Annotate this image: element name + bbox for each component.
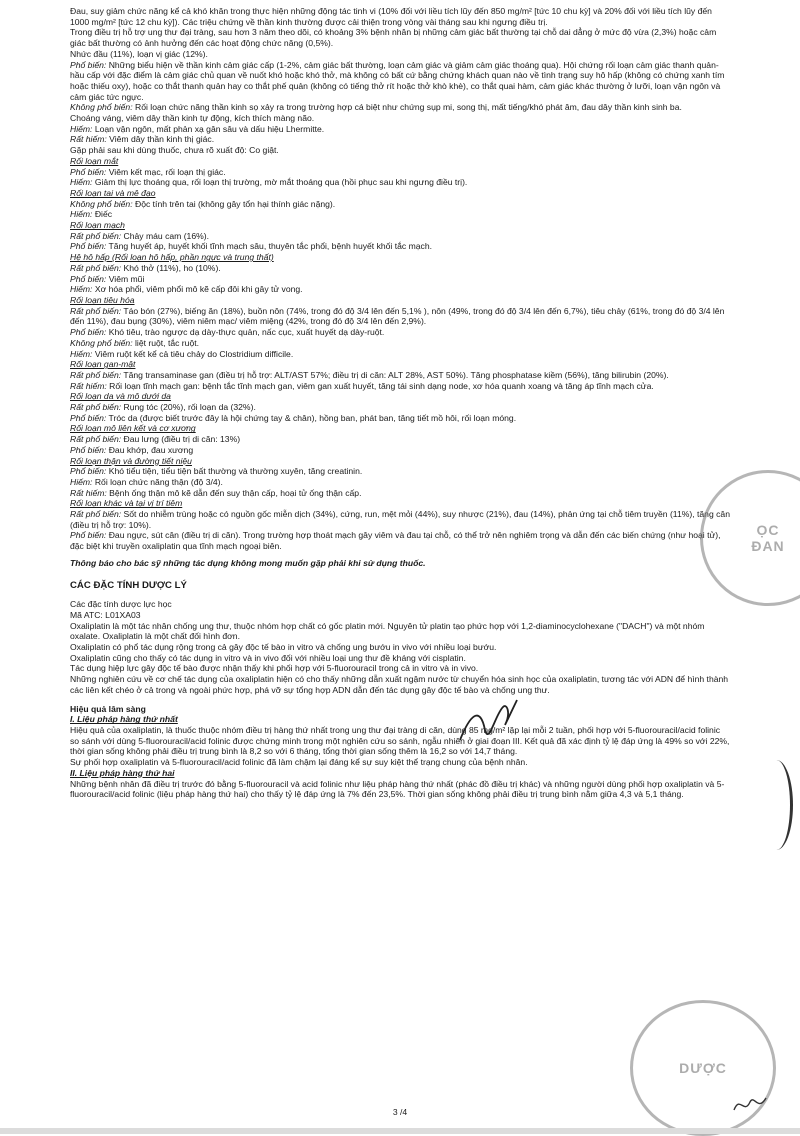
frequency-entry: [70, 530, 730, 551]
frequency-label: Phổ biến:: [70, 466, 107, 477]
section-subheading: Rối loạn gan-mật: [70, 359, 136, 370]
section-subheading: Hệ hô hấp (Rối loạn hô hấp, phần ngực và trung thất): [70, 252, 274, 263]
paragraph: [70, 757, 730, 768]
frequency-label: Rất phổ biến:: [70, 509, 122, 520]
entry-text: Viêm ruột kết kể cả tiêu chảy do Clostridium difficile.: [92, 348, 294, 359]
section-subheading: Rối loạn tai và mê đạo: [70, 187, 156, 198]
frequency-entry: [70, 477, 730, 488]
subsection-title: Các đặc tính dược lực học: [70, 599, 172, 610]
paragraph: [70, 663, 730, 674]
therapy-line-heading: I. Liệu pháp hàng thứ nhất: [70, 714, 178, 725]
frequency-entry: [70, 306, 730, 327]
entry-text: Sự phối hợp oxaliplatin và 5-fluorouracil/acid folinic đã làm chậm lại đáng kể sự suy kiệt thể trạng chung của bệnh nhân.: [70, 757, 528, 768]
frequency-label: Rất hiếm:: [70, 380, 107, 391]
frequency-entry: [70, 231, 730, 242]
frequency-entry: [70, 102, 730, 113]
section-subheading: Rối loạn tiêu hóa: [70, 294, 135, 305]
paragraph: [70, 49, 730, 60]
frequency-label: Phổ biến:: [70, 444, 107, 455]
entry-text: Trong điều trị hỗ trợ ung thư đại tràng, sau hơn 3 năm theo dõi, có khoảng 3% bệnh nhân bị những cảm giác bất thường tại chỗ dai dẳng ở mức độ vừa (2,3%) hoặc cảm giác bất thường có ảnh hưởng đến các hoạt động chức năng (0,5%).: [70, 27, 717, 49]
frequency-label: Rất phổ biến:: [70, 402, 122, 413]
section-subheading: Rối loạn mắt: [70, 155, 119, 166]
signature-mark: [455, 695, 525, 755]
paragraph: [70, 725, 730, 757]
entry-text: Khó thở (11%), ho (10%).: [121, 262, 221, 273]
frequency-entry: [70, 466, 730, 477]
frequency-entry: [70, 284, 730, 295]
entry-text: Oxaliplatin có phổ tác dụng rộng trong cả gây độc tế bào in vitro và chống ung bướu in vivo với nhiều loại bướu.: [70, 642, 497, 653]
frequency-entry: [70, 488, 730, 499]
frequency-entry: [70, 509, 730, 530]
entry-text: Tróc da (được biết trước đây là hội chứng tay & chân), hồng ban, phát ban, tăng tiết mồ hôi, rối loạn móng.: [106, 412, 517, 423]
entry-text: Tăng transaminase gan (điều trị hỗ trợ: ALT/AST 57%; điều trị di căn: ALT 28%, AST 50%). Tăng phosphatase kiềm (56%), tăng bilirubin (20%).: [121, 369, 669, 380]
entry-text: liệt ruột, tắc ruột.: [132, 337, 200, 348]
frequency-entry: [70, 413, 730, 424]
frequency-label: Rất phổ biến:: [70, 305, 122, 316]
frequency-entry: [70, 209, 730, 220]
frequency-label: Hiếm:: [70, 209, 93, 220]
frequency-label: Phổ biến:: [70, 273, 107, 284]
entry-text: Rối loạn chức năng thần kinh sọ xảy ra trong trường hợp cá biệt như chứng sụp mi, song thị, mất tiếng/khó phát âm, đau dây thần kinh sinh ba.: [132, 102, 682, 113]
frequency-label: Rất phổ biến:: [70, 369, 122, 380]
entry-text: Viêm dây thần kinh thị giác.: [106, 134, 215, 145]
frequency-label: Rất phổ biến:: [70, 262, 122, 273]
frequency-label: Phổ biến:: [70, 530, 107, 541]
entry-text: Những bệnh nhân đã điều trị trước đó bằng 5-fluorouracil và acid folinic như liệu pháp hàng thứ nhất (phác đồ điều trị khác) và những người dùng phối hợp oxaliplatin và 5-fluorouracil/acid folinic (liệu pháp hàng thứ hai) cho thấy tỷ lệ đáp ứng là 7% đến 23,5%. Thời gian sống không phải điều trị trung bình nằm giữa 4,3 và 5,1 tháng.: [70, 778, 725, 800]
entry-text: Tăng huyết áp, huyết khối tĩnh mạch sâu, thuyên tắc phổi, bệnh huyết khối tắc mạch.: [106, 241, 432, 252]
frequency-entry: [70, 124, 730, 135]
frequency-label: Phổ biến:: [70, 166, 107, 177]
entry-text: Khó tiểu tiện, tiểu tiện bất thường và thường xuyên, tăng creatinin.: [106, 466, 363, 477]
entry-text: Những biểu hiện về thần kinh cảm giác cấp (1-2%, cảm giác bất thường, loạn cảm giác và giảm cảm giác thoáng qua). Hội chứng rối loạn cảm giác thanh quản-hầu cấp với đặc điểm là cảm giác chủ quan về nuốt khó hoặc khó thở, mà không có bất cứ bằng chứng khách quan nào về tình trạng suy hô hấp (không có chứng xanh tím hoặc thiếu oxy), hoặc co thắt thanh quản hay co thắt phế quản (không có tiếng thở rít hoặc thở khò khè), co thắt quai hàm, cảm giác khác thường ở lưỡi, loạn vận ngôn và cảm giác tức ngực.: [70, 59, 725, 102]
frequency-label: Hiếm:: [70, 284, 93, 295]
entry-text: Đau lưng (điều trị di căn: 13%): [121, 434, 241, 445]
frequency-entry: [70, 338, 730, 349]
entry-text: Viêm kết mạc, rối loạn thị giác.: [106, 166, 226, 177]
frequency-label: Phổ biến:: [70, 412, 107, 423]
paragraph: [70, 113, 730, 124]
section-subheading: Rối loạn da và mô dưới da: [70, 391, 171, 402]
frequency-entry: [70, 349, 730, 360]
frequency-entry: [70, 199, 730, 210]
entry-text: Oxaliplatin cũng cho thấy có tác dụng in vitro và in vivo đối với nhiều loại ung thư đề kháng với cisplatin.: [70, 652, 466, 663]
frequency-label: Hiếm:: [70, 476, 93, 487]
paragraph: [70, 610, 730, 621]
paragraph: [70, 674, 730, 695]
frequency-entry: [70, 60, 730, 103]
frequency-label: Rất hiếm:: [70, 134, 107, 145]
entry-text: Rụng tóc (20%), rối loạn da (32%).: [121, 402, 256, 413]
entry-text: Loạn vận ngôn, mất phản xạ gân sâu và dấu hiệu Lhermitte.: [92, 123, 325, 134]
frequency-label: Không phổ biến:: [70, 337, 133, 348]
entry-text: Oxaliplatin là một tác nhân chống ung thư, thuộc nhóm hợp chất có gốc platin mới. Nguyên tử platin tạo phức hợp với 1,2-diaminocyclohexane ("DACH") và một nhóm oxalate. Oxaliplatin là một chất đối hình đơn.: [70, 620, 705, 642]
entry-text: Đau khớp, đau xương: [106, 444, 194, 455]
stamp-text-3: DƯỢC: [679, 1060, 727, 1076]
entry-text: Đau ngực, sút cân (điều trị di căn). Trong trường hợp thoát mạch gây viêm và đau tại chỗ, có thể trở nên nghiêm trọng và dẫn đến các biến chứng (như hoại tử), đặc biệt khi truyền oxaliplatin qua tĩnh mạch ngoại biên.: [70, 530, 721, 552]
frequency-entry: [70, 274, 730, 285]
section-subheading: Rối loạn mạch: [70, 220, 125, 231]
entry-text: Gặp phải sau khi dùng thuốc, chưa rõ xuất độ: Co giật.: [70, 145, 279, 156]
frequency-label: Phổ biến:: [70, 59, 107, 70]
stamp-text-1: ỌC: [756, 522, 780, 538]
entry-text: Chảy máu cam (16%).: [121, 230, 210, 241]
frequency-entry: [70, 445, 730, 456]
entry-text: Những nghiên cứu về cơ chế tác dụng của oxaliplatin hiện có cho thấy những dẫn xuất ngậm nước từ chuyển hóa sinh học của oxaliplatin, tương tác với ADN để hình thành các liên kết chéo ở cả trong và ngoài phức hợp, phá vỡ sự tổng hợp ADN dẫn đến tác dụng gây độc tế bào và chống ung thư.: [70, 674, 729, 695]
frequency-label: Hiếm:: [70, 177, 93, 188]
notice-text: Thông báo cho bác sỹ những tác dụng không mong muốn gặp phải khi sử dụng thuốc.: [70, 557, 426, 568]
paragraph: [70, 779, 730, 800]
frequency-entry: [70, 402, 730, 413]
frequency-label: Rất phổ biến:: [70, 434, 122, 445]
scan-edge: [0, 1128, 800, 1134]
paragraph: [70, 145, 730, 156]
frequency-entry: [70, 327, 730, 338]
frequency-label: Rất hiếm:: [70, 487, 107, 498]
frequency-entry: [70, 134, 730, 145]
frequency-entry: [70, 381, 730, 392]
paragraph: [70, 6, 730, 27]
frequency-entry: [70, 370, 730, 381]
entry-text: Choáng váng, viêm dây thần kinh tự động, kích thích màng não.: [70, 113, 315, 124]
therapy-line-heading: II. Liệu pháp hàng thứ hai: [70, 767, 175, 778]
entry-text: Khó tiêu, trào ngược dạ dày-thực quản, nấc cục, xuất huyết dạ dày-ruột.: [106, 327, 385, 338]
entry-text: Hiệu quả của oxaliplatin, là thuốc thuộc nhóm điều trị hàng thứ nhất trong ung thư đại tràng di căn, dùng 85 mg/m² lặp lại mỗi 2 tuần, phối hợp với 5-fluorouracil/acid folinic so sánh với dùng 5-fluorouracil/acid folinic được chứng minh trong một nghiên cứu so sánh, ngẫu nhiên ở giai đoạn III. Kết quả đã xác định tỷ lệ đáp ứng là 49% so với 22%, thời gian sống không phải điều trị trung bình là 8,2 so với 6 tháng, tổng thời gian sống thêm là 16,2 so với 14,7 tháng.: [70, 725, 730, 757]
binding-arc: [760, 760, 793, 850]
entry-text: Viêm mũi: [106, 273, 145, 284]
frequency-entry: [70, 167, 730, 178]
frequency-entry: [70, 263, 730, 274]
paragraph: [70, 621, 730, 642]
frequency-label: Phổ biến:: [70, 327, 107, 338]
paragraph: [70, 27, 730, 48]
entry-text: Xơ hóa phổi, viêm phổi mô kẽ cấp đôi khi gây tử vong.: [92, 284, 303, 295]
entry-text: Nhức đầu (11%), loạn vị giác (12%).: [70, 48, 208, 59]
frequency-label: Rất phổ biến:: [70, 230, 122, 241]
frequency-label: Không phổ biến:: [70, 198, 133, 209]
frequency-entry: [70, 177, 730, 188]
entry-text: Tác dụng hiệp lực gây độc tế bào được nhận thấy khi phối hợp với 5-fluorouracil trong cả in vitro và in vivo.: [70, 663, 479, 674]
subsection-title: Hiệu quả lâm sàng: [70, 703, 146, 714]
paragraph: [70, 653, 730, 664]
document-body: [70, 6, 730, 800]
entry-text: Táo bón (27%), biếng ăn (18%), buồn nôn (74%, trong đó độ 3/4 lên đến 5,1% ), nôn (49%, trong đó độ 3/4 lên đến 6,7%), tiêu chảy (61%, trong đó độ 3/4 lên đến 11%), đau bụng (30%), viêm niêm mạc/ viêm miệng (42%, trong đó độ 3/4 lên đến 2,9%).: [70, 305, 725, 327]
frequency-label: Hiếm:: [70, 348, 93, 359]
frequency-entry: [70, 241, 730, 252]
entry-text: Giảm thị lực thoáng qua, rối loạn thị trường, mờ mắt thoáng qua (hồi phục sau khi ngưng điều trị).: [92, 177, 468, 188]
section-heading: CÁC ĐẶC TÍNH DƯỢC LÝ: [70, 579, 187, 591]
entry-text: Độc tính trên tai (không gây tổn hại thính giác nặng).: [132, 198, 336, 209]
frequency-label: Không phổ biến:: [70, 102, 133, 113]
entry-text: Mã ATC: L01XA03: [70, 609, 141, 620]
paragraph: [70, 642, 730, 653]
entry-text: Sốt do nhiễm trùng hoặc có nguồn gốc miễn dịch (34%), cứng, run, mệt mỏi (44%), suy nhược (21%), đau (14%), phản ứng tại chỗ tiêm truyền (11%), tăng cân (điều trị hỗ trợ: 10%).: [70, 509, 730, 530]
page-number: 3 /4: [392, 1107, 408, 1117]
entry-text: Điếc: [92, 209, 113, 220]
frequency-label: Hiếm:: [70, 123, 93, 134]
frequency-entry: [70, 434, 730, 445]
entry-text: Rối loạn chức năng thận (độ 3/4).: [92, 476, 223, 487]
section-subheading: Rối loạn mô liên kết và cơ xương: [70, 423, 196, 434]
frequency-label: Phổ biến:: [70, 241, 107, 252]
entry-text: Đau, suy giảm chức năng kể cả khó khăn trong thực hiện những động tác tinh vi (10% đối với liều tích lũy đến 850 mg/m² [tức 10 chu kỳ] và 20% đối với liều tích lũy đến 1000 mg/m² [tức 12 chu kỳ]). Các triệu chứng về thần kinh thường được cải thiện trong vòng vài tháng sau khi ngưng điều trị.: [70, 6, 712, 27]
section-subheading: Rối loạn khác và tại vị trí tiêm: [70, 498, 183, 509]
stamp-text-2: ĐAN: [751, 538, 785, 554]
entry-text: Rối loạn tĩnh mạch gan: bệnh tắc tĩnh mạch gan, viêm gan xuất huyết, tăng tái sinh dạng node, xơ hóa quanh xoang và tăng áp tĩnh mạch cửa.: [106, 380, 654, 391]
entry-text: Bệnh ống thận mô kẽ dẫn đến suy thận cấp, hoại tử ống thận cấp.: [106, 487, 362, 498]
section-subheading: Rối loạn thận và đường tiết niệu: [70, 455, 192, 466]
